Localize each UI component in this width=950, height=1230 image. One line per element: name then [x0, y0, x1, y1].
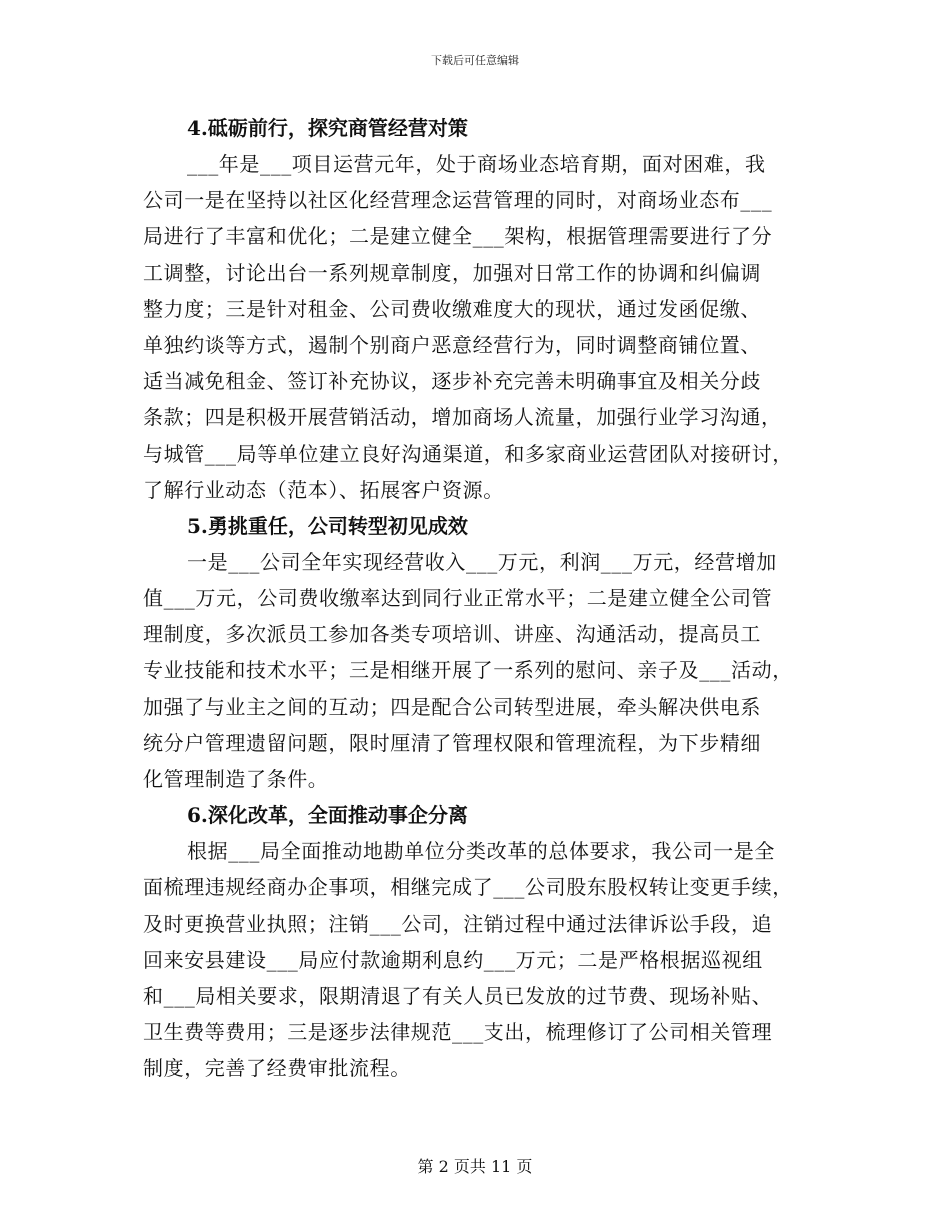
section-heading: 5.勇挑重任，公司转型初见成效: [187, 513, 468, 538]
paragraph-line: 专业技能和技术水平；三是相继开展了一系列的慰问、亲子及___活动，: [143, 658, 793, 683]
paragraph-line: 和___局相关要求，限期清退了有关人员已发放的过节费、现场补贴、: [143, 983, 773, 1008]
section-paragraph: [143, 833, 823, 1086]
paragraph-line: ___年是___项目运营元年，处于商场业态培育期，面对困难，我: [187, 152, 766, 176]
paragraph-line: 加强了与业主之间的互动；四是配合公司转型进展，牵头解决供电系: [143, 694, 761, 719]
page-number: 第 2 页共 11 页: [417, 1157, 533, 1176]
paragraph-line: 适当减免租金、签订补充协议，逐步补充完善未明确事宜及相关分歧: [143, 369, 761, 394]
paragraph-line: 根据___局全面推动地勘单位分类改革的总体要求，我公司一是全: [187, 839, 775, 864]
paragraph-line: 条款；四是积极开展营销活动，增加商场人流量，加强行业学习沟通，: [143, 405, 782, 430]
paragraph-line: 了解行业动态（范本）、拓展客户资源。: [143, 477, 504, 502]
paragraph-line: 卫生费等费用；三是逐步法律规范___支出，梳理修订了公司相关管理: [143, 1020, 773, 1045]
paragraph-line: 理制度，多次派员工参加各类专项培训、讲座、沟通活动，提高员工: [143, 622, 761, 647]
paragraph-line: 统分户管理遗留问题，限时厘清了管理权限和管理流程，为下步精细: [143, 730, 761, 755]
paragraph-line: 整力度；三是针对租金、公司费收缴难度大的现状，通过发函促缴、: [143, 296, 761, 321]
paragraph-line: 局进行了丰富和优化；二是建立健全___架构，根据管理需要进行了分: [143, 224, 773, 249]
paragraph-line: 化管理制造了条件。: [143, 767, 329, 791]
paragraph-line: 值___万元，公司费收缴率达到同行业正常水平；二是建立健全公司管: [143, 586, 773, 611]
paragraph-line: 公司一是在坚持以社区化经营理念运营管理的同时，对商场业态布___: [143, 188, 773, 213]
section-heading: 4.砥砺前行，探究商管经营对策: [187, 116, 468, 140]
paragraph-line: 一是___公司全年实现经营收入___万元，利润___万元，经营增加: [187, 549, 777, 574]
paragraph-line: 制度，完善了经费审批流程。: [143, 1056, 411, 1081]
paragraph-line: 单独约谈等方式，遏制个别商户恶意经营行为，同时调整商铺位置、: [143, 332, 761, 357]
document-body: [143, 110, 823, 1087]
paragraph-line: 工调整，讨论出台一系列规章制度，加强对日常工作的协调和纠偏调: [143, 260, 761, 285]
paragraph-line: 与城管___局等单位建立良好沟通渠道，和多家商业运营团队对接研讨，: [143, 441, 793, 466]
paragraph-line: 面梳理违规经商办企事项，相继完成了___公司股东股权转让变更手续，: [143, 875, 793, 900]
page-header: 下载后可任意编辑: [431, 54, 519, 67]
paragraph-line: 及时更换营业执照；注销___公司，注销过程中通过法律诉讼手段，追: [143, 911, 773, 936]
section-paragraph: [143, 544, 823, 797]
section-heading: 6.深化改革，全面推动事企分离: [187, 803, 468, 828]
paragraph-line: 回来安县建设___局应付款逾期利息约___万元；二是严格根据巡视组: [143, 947, 763, 972]
section-paragraph: [143, 146, 823, 508]
